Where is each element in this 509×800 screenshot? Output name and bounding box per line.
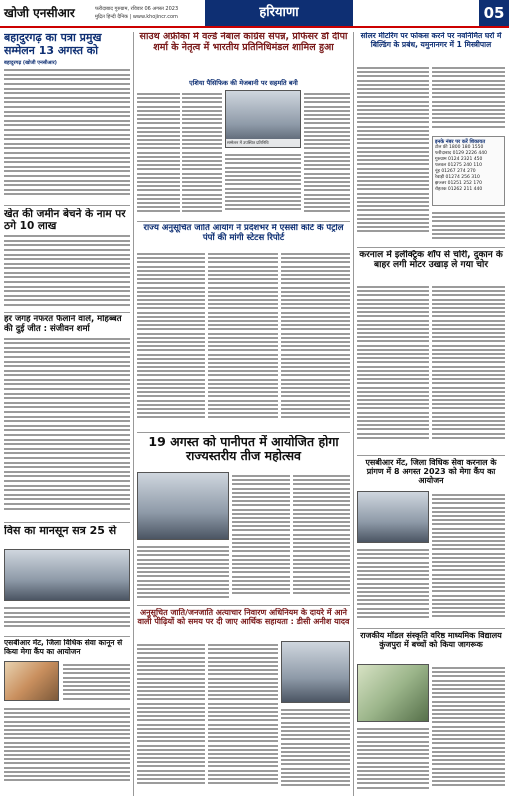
camp-photo bbox=[4, 661, 59, 701]
helpline-item: झज्जर 01251 252 170 bbox=[435, 181, 482, 186]
subhead: एशिया पैसिफिक की मेजबानी पर सहमति बनी bbox=[189, 79, 298, 87]
aayog-col-2 bbox=[208, 250, 278, 430]
anusuchit-col-2 bbox=[208, 641, 278, 797]
body-text bbox=[432, 212, 505, 239]
body-text bbox=[4, 338, 130, 510]
body-text bbox=[357, 286, 429, 439]
body-text bbox=[281, 253, 350, 418]
body-text bbox=[137, 644, 205, 784]
anusuchit-col-3 bbox=[281, 706, 350, 797]
story-legal-camp-head bbox=[357, 458, 505, 488]
headline: राज्य अनुसूचित जाति आयोग ने प्रदेशभर में एससी कोटे के पेट्रोल पंपों की मांगी स्टेटस रिपोर्ट bbox=[143, 224, 344, 243]
body-text bbox=[357, 67, 429, 232]
conference-photo bbox=[225, 90, 301, 148]
assembly-photo bbox=[4, 549, 130, 601]
helpline-box bbox=[432, 136, 505, 206]
story-vidhan-body bbox=[4, 604, 130, 634]
body-text bbox=[232, 475, 290, 594]
body-text bbox=[432, 67, 505, 128]
headline: एसबीआर मेंट, जिला विधिक सेवा कानून से किया मेगा कैंप का आयोजन bbox=[4, 639, 123, 656]
story-vidhan bbox=[4, 525, 130, 547]
date-line: फरीदाबाद गुरुग्राम, रविवार 06 अगस्त 2023 bbox=[95, 6, 179, 12]
story-rajkiya-head bbox=[357, 631, 505, 661]
aayog-col-3 bbox=[281, 250, 350, 430]
body-text bbox=[4, 69, 130, 195]
helpline-item: नूंह 01267 274 270 bbox=[435, 169, 476, 174]
body-text bbox=[432, 286, 505, 439]
tej-col-1 bbox=[137, 543, 229, 603]
headline: एसबीआर मेंट, जिला विधिक सेवा करनाल के प्रांगण में 8 अगस्त 2023 को मेगा कैंप का आयोजन bbox=[365, 458, 497, 486]
body-text bbox=[4, 607, 130, 627]
helpline-title: इनके नंबर पर करें शिकायत bbox=[435, 139, 486, 145]
photo-caption: सम्मेलन में उपस्थित प्रतिनिधि bbox=[226, 139, 300, 147]
africa-col-2 bbox=[182, 90, 222, 218]
helpline-item: गुरुग्राम 0124 2321 450 bbox=[435, 157, 483, 162]
helpline-item: पलवल 01275 240 110 bbox=[435, 163, 482, 168]
helpline-item: फरीदाबाद 0129 2226 440 bbox=[435, 151, 487, 156]
body-text bbox=[357, 728, 429, 789]
body-text bbox=[225, 154, 301, 210]
body-text bbox=[137, 546, 229, 598]
africa-col-4 bbox=[304, 90, 350, 218]
story-tej-head bbox=[137, 435, 350, 469]
legal-camp-col-2 bbox=[432, 491, 505, 626]
officials-photo bbox=[281, 641, 350, 703]
body-text bbox=[432, 494, 505, 617]
sub-line: मुद्रित हिन्दी दैनिक | www.khojincr.com bbox=[95, 14, 178, 20]
page-number: 05 bbox=[479, 0, 509, 26]
headline: खेत की जमीन बेचने के नाम पर ठगे 10 लाख bbox=[4, 208, 126, 233]
solar-col-1 bbox=[357, 64, 429, 244]
karnal-col-2 bbox=[432, 283, 505, 453]
meeting-photo bbox=[137, 472, 229, 540]
body-text bbox=[293, 475, 350, 594]
body-text bbox=[208, 253, 278, 418]
headline: राजकीय मॉडल संस्कृति वरिष्ठ माध्यमिक विद्यालय कुंजपुरा में बच्चों को किया जागरूक bbox=[360, 631, 502, 650]
helpline-item: रेवाड़ी 01274 256 310 bbox=[435, 175, 480, 180]
solar-col-2 bbox=[432, 64, 505, 134]
headline: 19 अगस्त को पानीपत में आयोजित होगा राज्यस्तरीय तीज महोत्सव bbox=[148, 435, 339, 464]
section-title: हरियाणा bbox=[205, 0, 353, 26]
body-text bbox=[208, 644, 278, 784]
legal-camp-col-1 bbox=[357, 546, 429, 626]
headline: बहादुरगढ़ का पत्रा प्रमुख सम्मेलन 13 अगस्त को bbox=[4, 32, 102, 57]
story-anusuchit-head bbox=[137, 608, 350, 638]
helpline-item: टोल फ्री 1800 180 1550 bbox=[435, 145, 484, 150]
rajkiya-col-1 bbox=[357, 725, 429, 797]
body-text bbox=[4, 235, 130, 306]
story-bahadurgarh bbox=[4, 32, 130, 202]
africa-subhead-wrap bbox=[137, 78, 350, 88]
solar-col-3 bbox=[432, 209, 505, 244]
karnal-col-1 bbox=[357, 283, 429, 453]
body-text bbox=[137, 253, 205, 418]
tej-col-3 bbox=[293, 472, 350, 602]
story-karnal-head bbox=[357, 250, 505, 280]
body-text bbox=[357, 549, 429, 618]
story-aayog-head bbox=[137, 224, 350, 248]
body-text bbox=[432, 667, 505, 786]
story-khet bbox=[4, 208, 130, 308]
masthead bbox=[0, 0, 509, 28]
aayog-col-1 bbox=[137, 250, 205, 430]
body-text-2 bbox=[4, 708, 130, 781]
headline: करनाल में इलेक्ट्रिक शॉप से चोरी, दुकान के बाहर लगी मोटर उखाड़ ले गया चोर bbox=[359, 250, 503, 271]
rajkiya-col-2 bbox=[432, 664, 505, 797]
headline: अनुसूचित जाति/जनजाति अत्याचार निवारण अधिनियम के दायरे में आने वाली पीढ़ियों को समय पर दी जाए आर्थिक सहायता : डीसी अनीश यादव bbox=[137, 608, 350, 627]
body-text bbox=[182, 93, 222, 212]
newspaper-logo: खोजी एनसीआर bbox=[4, 6, 75, 20]
byline: बहादुरगढ़ (खोजी एनसीआर) bbox=[4, 60, 57, 67]
body-text bbox=[281, 709, 350, 786]
headline: सोलर मीटरिंग पर फोकस करने पर नवनिर्मित घरों में बिल्डिंग के प्रबंध, यमुनानगर में 1 मिस्त्रीपाल bbox=[360, 32, 502, 49]
tej-col-2 bbox=[232, 472, 290, 602]
anusuchit-col-1 bbox=[137, 641, 205, 797]
body-text bbox=[137, 93, 180, 212]
helpline-item: रोहतक 01262 211 440 bbox=[435, 187, 483, 192]
story-har-ghar bbox=[4, 315, 130, 525]
africa-col-1 bbox=[137, 90, 180, 218]
students-photo bbox=[357, 664, 429, 722]
legal-camp-photo bbox=[357, 491, 429, 543]
story-africa-head bbox=[137, 32, 350, 78]
body-text bbox=[304, 93, 350, 212]
africa-col-3 bbox=[225, 151, 301, 218]
story-school-paryavaran bbox=[4, 639, 130, 797]
headline: साउथ अफ्रीका में वर्ल्ड नेबाल कांग्रेस संपन्न, प्रोफेसर डॉ दीपा शर्मा के नेतृत्व में भारतीय प्रतिनिधिमंडल शामिल हुआ bbox=[139, 32, 348, 53]
story-solar-head bbox=[357, 32, 505, 62]
headline: हर जगह नफरत फैलाने वाले, मोहब्बत की दुई जीत : संजीवन शर्मा bbox=[4, 315, 122, 334]
headline: विस का मानसून सत्र 25 से bbox=[4, 525, 117, 537]
body-text bbox=[63, 664, 130, 700]
